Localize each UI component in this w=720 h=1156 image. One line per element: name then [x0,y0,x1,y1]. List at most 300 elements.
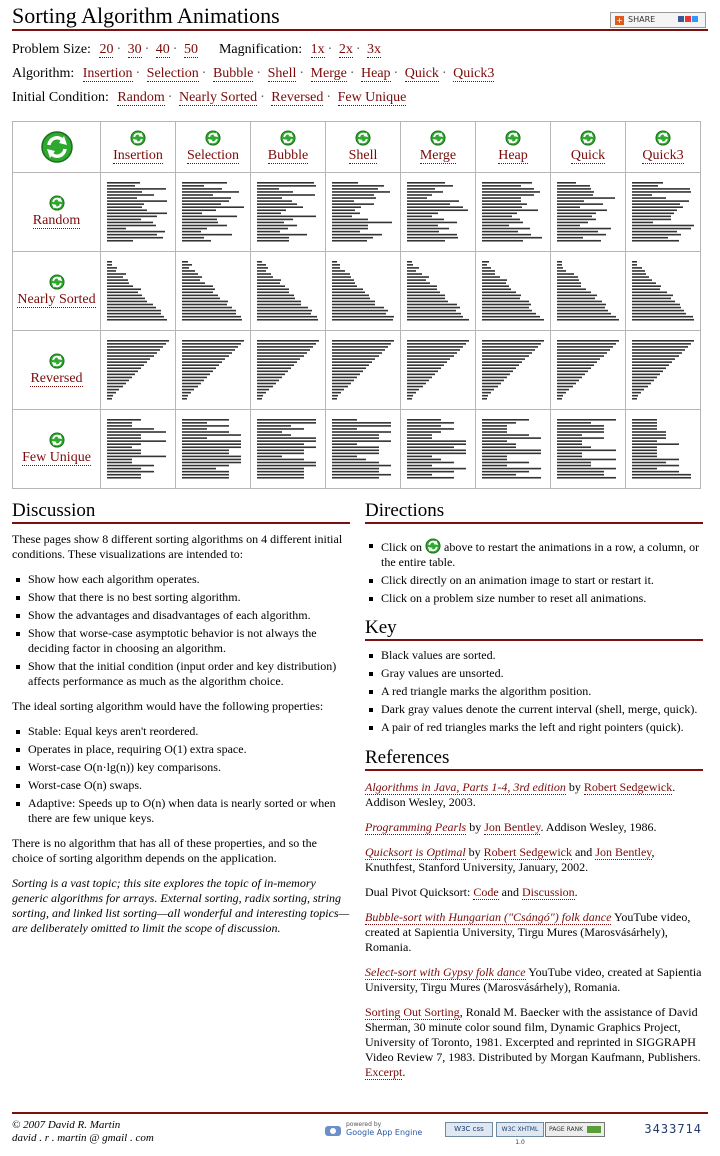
value-bar [632,431,666,433]
excerpt-link[interactable]: Excerpt [365,1065,403,1079]
value-bar [557,422,591,424]
value-bar [632,471,679,473]
value-bar [332,459,366,461]
value-bar [632,288,660,290]
column-label[interactable]: Heap [498,148,528,163]
value-bar [257,261,262,263]
value-bar [332,471,379,473]
author-link[interactable]: Robert Sedgewick [583,780,673,794]
value-bar [332,225,368,227]
value-bar [407,298,445,300]
animation-cell-random-quick3[interactable] [626,173,701,252]
magnification-link-3x[interactable]: 3x [367,42,381,57]
list-item [365,538,703,570]
value-bar [182,383,201,385]
value-bar [482,301,529,303]
column-header-merge[interactable] [401,122,476,173]
row-header-reversed[interactable] [13,331,101,410]
value-bar [182,203,221,205]
animation-cell-random-insertion[interactable] [101,173,176,252]
row-header-random[interactable] [13,173,101,252]
animation-cell-reversed-quick3[interactable] [626,331,701,410]
sort-animation-image[interactable] [632,417,694,481]
value-bar [632,428,657,430]
value-bar [632,182,663,184]
sort-animation-image[interactable] [182,180,244,244]
value-bar [407,367,441,369]
animation-cell-reversed-heap[interactable] [476,331,551,410]
value-bar [257,459,304,461]
animation-cell-nearly-sorted-bubble[interactable] [251,252,326,331]
value-bar [557,267,563,269]
algorithm-link-insertion[interactable]: Insertion [82,66,133,81]
restart-icon[interactable] [49,274,65,290]
value-bar [182,471,229,473]
animation-cell-few-unique-heap[interactable] [476,410,551,489]
restart-icon[interactable] [280,130,296,146]
value-bar [482,474,516,476]
value-bar [182,240,211,242]
value-bar [107,340,169,342]
value-bar [557,219,596,221]
value-bar [557,419,616,421]
animation-cell-reversed-selection[interactable] [176,331,251,410]
value-bar [257,425,291,427]
restart-icon[interactable] [430,130,446,146]
algorithm-link-quick[interactable]: Quick [404,66,439,81]
value-bar [632,261,637,263]
value-bar [557,304,606,306]
animation-cell-few-unique-bubble[interactable] [251,410,326,489]
value-bar [407,377,432,379]
value-bar [332,231,360,233]
restart-icon[interactable] [49,353,65,369]
value-bar [107,200,167,202]
sort-animation-image[interactable] [257,259,319,323]
value-bar [257,419,316,421]
sort-animation-image[interactable] [482,180,544,244]
value-bar [182,234,232,236]
sort-animation-image[interactable] [557,338,619,402]
author-link[interactable]: Robert Sedgewick [483,845,572,859]
reference-title-link[interactable]: Bubble-sort with Hungarian ("Csángó") folk dance [365,910,612,924]
value-bar [257,367,291,369]
sort-animation-image[interactable] [407,338,469,402]
reference-title-link[interactable]: Select-sort with Gypsy folk dance [365,965,526,979]
value-bar [332,219,368,221]
value-bar [482,225,509,227]
sort-animation-image[interactable] [482,259,544,323]
value-bar [182,456,241,458]
animation-cell-nearly-sorted-heap[interactable] [476,252,551,331]
column-header-bubble[interactable] [251,122,326,173]
value-bar [482,295,521,297]
value-bar [182,434,241,436]
list-item: A red triangle marks the algorithm position. [365,684,703,699]
value-bar [182,270,195,272]
algorithm-link-selection[interactable]: Selection [146,66,199,81]
restart-icon[interactable] [655,130,671,146]
sort-animation-image[interactable] [182,417,244,481]
animation-cell-few-unique-shell[interactable] [326,410,401,489]
animation-cell-random-merge[interactable] [401,173,476,252]
sort-animation-image[interactable] [257,417,319,481]
animation-cell-nearly-sorted-insertion[interactable] [101,252,176,331]
sort-animation-image[interactable] [482,338,544,402]
size-link-20[interactable]: 20 [99,42,114,57]
value-bar [407,386,423,388]
column-label[interactable]: Selection [186,148,240,163]
author-link[interactable]: Jon Bentley [595,845,652,859]
value-bar [482,313,536,315]
value-bar [407,434,432,436]
value-bar [557,431,604,433]
value-bar [332,425,391,427]
size-link-30[interactable]: 30 [127,42,142,57]
sort-animation-image[interactable] [332,259,394,323]
sort-animation-image[interactable] [332,417,394,481]
discussion-conclusion: There is no algorithm that has all of these properties, and so the choice of sorting algorithm depends on the application. [12,836,317,865]
value-bar [257,270,266,272]
column-header-quick[interactable] [551,122,626,173]
value-bar [257,389,269,391]
value-bar [407,225,438,227]
value-bar [632,228,691,230]
restart-all-icon[interactable] [40,130,74,164]
value-bar [407,313,461,315]
condition-link-random[interactable]: Random [117,90,165,105]
sort-animation-image[interactable] [407,259,469,323]
value-bar [332,273,350,275]
code-link[interactable]: Code [473,885,499,899]
sort-animation-image[interactable] [482,417,544,481]
value-bar [557,225,580,227]
value-bar [632,231,677,233]
references-body [365,780,703,1090]
column-header-shell[interactable] [326,122,401,173]
condition-link-nearly-sorted[interactable]: Nearly Sorted [178,90,258,105]
row-label[interactable]: Few Unique [22,450,91,465]
sort-animation-image[interactable] [557,417,619,481]
value-bar [107,440,166,442]
animation-cell-random-selection[interactable] [176,173,251,252]
value-bar [557,197,615,199]
list-item: Show the advantages and disadvantages of each algorithm. [12,608,350,623]
sort-animation-image[interactable] [632,180,694,244]
sort-animation-image[interactable] [107,259,169,323]
column-header-heap[interactable] [476,122,551,173]
value-bar [257,185,316,187]
value-bar [107,355,154,357]
value-bar [332,203,374,205]
animation-cell-nearly-sorted-quick[interactable] [551,252,626,331]
value-bar [107,182,140,184]
animation-cell-reversed-bubble[interactable] [251,331,326,410]
value-bar [257,340,319,342]
value-bar [107,474,141,476]
value-bar [182,446,241,448]
value-bar [482,307,529,309]
app-engine-badge[interactable] [324,1120,423,1142]
w3c-css-badge[interactable]: W3C css [445,1122,493,1137]
value-bar [182,188,222,190]
restart-icon[interactable] [49,432,65,448]
animation-cell-reversed-insertion[interactable] [101,331,176,410]
value-bar [332,355,379,357]
animation-cell-reversed-quick[interactable] [551,331,626,410]
value-bar [557,209,607,211]
value-bar [482,456,507,458]
animation-cell-few-unique-quick3[interactable] [626,410,701,489]
sort-animation-image[interactable] [632,259,694,323]
value-bar [182,343,241,345]
value-bar [407,237,458,239]
value-bar [107,364,144,366]
animation-cell-nearly-sorted-selection[interactable] [176,252,251,331]
value-bar [182,419,229,421]
value-bar [182,440,241,442]
sort-animation-image[interactable] [407,417,469,481]
value-bar [557,288,586,290]
value-bar [557,292,591,294]
value-bar [482,185,521,187]
value-bar [107,352,157,354]
value-bar [557,282,581,284]
value-bar [407,395,413,397]
restart-icon[interactable] [49,195,65,211]
value-bar [107,431,166,433]
value-bar [407,459,441,461]
value-bar [332,310,388,312]
restart-all-cell[interactable] [13,122,101,173]
size-link-40[interactable]: 40 [155,42,170,57]
value-bar [182,261,188,263]
value-bar [257,237,289,239]
list-item: Worst-case O(n) swaps. [12,778,350,793]
restart-icon[interactable] [205,130,221,146]
value-bar [632,355,679,357]
value-bar [482,462,529,464]
animation-cell-few-unique-insertion[interactable] [101,410,176,489]
value-bar [407,234,457,236]
value-bar [557,298,595,300]
row-header-nearly-sorted[interactable] [13,252,101,331]
value-bar [332,240,367,242]
sort-animation-image[interactable] [107,338,169,402]
value-bar [332,440,391,442]
animation-cell-random-bubble[interactable] [251,173,326,252]
value-bar [182,194,213,196]
value-bar [257,282,280,284]
value-bar [107,197,137,199]
size-link-50[interactable]: 50 [183,42,198,57]
value-bar [557,443,582,445]
magnification-link-1x[interactable]: 1x [310,42,325,57]
value-bar [557,285,581,287]
condition-link-few-unique[interactable]: Few Unique [337,90,407,105]
value-bar [557,395,563,397]
value-bar [182,237,204,239]
value-bar [182,374,210,376]
value-bar [632,446,657,448]
algorithm-link-bubble[interactable]: Bubble [212,66,254,81]
value-bar [407,468,466,470]
animation-cell-random-heap[interactable] [476,173,551,252]
animation-cell-reversed-merge[interactable] [401,331,476,410]
value-bar [107,358,150,360]
value-bar [407,374,435,376]
sort-animation-image[interactable] [182,259,244,323]
sort-animation-image[interactable] [557,180,619,244]
column-label[interactable]: Quick3 [642,148,684,163]
value-bar [182,267,189,269]
restart-icon[interactable] [580,130,596,146]
sort-animation-image[interactable] [107,417,169,481]
value-bar [557,358,600,360]
discussion-link[interactable]: Discussion [522,885,575,899]
column-header-insertion[interactable] [101,122,176,173]
reference-text: and [501,885,519,899]
value-bar [482,398,487,400]
value-bar [182,367,216,369]
value-bar [107,240,133,242]
sort-animation-image[interactable] [332,180,394,244]
value-bar [557,437,604,439]
value-bar [257,395,263,397]
directions-list [365,538,703,606]
sort-animation-image[interactable] [257,180,319,244]
value-bar [257,386,273,388]
value-bar [407,425,441,427]
value-bar [557,206,580,208]
column-header-quick3[interactable] [626,122,701,173]
row-label[interactable]: Nearly Sorted [17,292,96,307]
value-bar [332,389,344,391]
value-bar [107,307,156,309]
key-heading: Key [365,617,703,641]
sort-animation-image[interactable] [257,338,319,402]
row-label[interactable]: Random [32,213,81,228]
animation-cell-random-shell[interactable] [326,173,401,252]
value-bar [182,206,244,208]
value-bar [182,307,232,309]
column-label[interactable]: Merge [419,148,457,163]
sort-animation-image[interactable] [332,338,394,402]
value-bar [482,304,531,306]
value-bar [257,383,276,385]
value-bar [332,298,370,300]
sort-animation-image[interactable] [407,180,469,244]
value-bar [557,301,602,303]
animation-cell-random-quick[interactable] [551,173,626,252]
column-label[interactable]: Bubble [267,148,309,163]
value-bar [632,319,694,321]
value-bar [332,383,351,385]
app-engine-icon [324,1123,342,1139]
sort-animation-image[interactable] [182,338,244,402]
value-bar [332,437,379,439]
animation-cell-few-unique-selection[interactable] [176,410,251,489]
magnification-link-2x[interactable]: 2x [338,42,353,57]
value-bar [632,292,667,294]
restart-icon[interactable] [505,130,521,146]
reference-title-link[interactable]: Sorting Out Sorting [365,1005,460,1019]
sort-animation-image[interactable] [557,259,619,323]
sort-animation-image[interactable] [632,338,694,402]
page-footer [12,1112,708,1152]
share-button[interactable] [610,12,706,28]
value-bar [557,237,583,239]
animation-cell-few-unique-quick[interactable] [551,410,626,489]
animation-cell-reversed-shell[interactable] [326,331,401,410]
list-item: Worst-case O(n·lg(n)) key comparisons. [12,760,350,775]
value-bar [182,282,205,284]
value-bar [557,434,582,436]
reference-title-link[interactable]: Quicksort is Optimal [365,845,466,859]
animation-cell-nearly-sorted-shell[interactable] [326,252,401,331]
condition-link-reversed[interactable]: Reversed [271,90,324,105]
value-bar [482,206,522,208]
algorithm-link-merge[interactable]: Merge [310,66,347,81]
value-bar [632,340,694,342]
value-bar [107,203,144,205]
animation-cell-nearly-sorted-merge[interactable] [401,252,476,331]
app-engine-bottom: Google App Engine [346,1128,423,1137]
column-label[interactable]: Quick [570,148,606,163]
algorithm-link-quick3[interactable]: Quick3 [453,66,495,81]
column-label[interactable]: Shell [348,148,378,163]
reference-title-link[interactable]: Programming Pearls [365,820,467,834]
value-bar [557,364,594,366]
value-bar [557,392,566,394]
restart-icon[interactable] [355,130,371,146]
algorithm-link-heap[interactable]: Heap [361,66,391,81]
value-bar [257,213,281,215]
column-header-selection[interactable] [176,122,251,173]
animation-cell-few-unique-merge[interactable] [401,410,476,489]
author-link[interactable]: Jon Bentley [484,820,541,834]
w3c-xhtml-badge[interactable]: W3C XHTML 1.0 [496,1122,544,1137]
value-bar [182,319,242,321]
animation-cell-nearly-sorted-quick3[interactable] [626,252,701,331]
value-bar [332,270,345,272]
value-bar [182,453,229,455]
value-bar [482,203,527,205]
value-bar [182,209,216,211]
value-bar [407,288,437,290]
value-bar [482,380,504,382]
value-bar [107,209,147,211]
restart-icon[interactable] [130,130,146,146]
value-bar [332,276,351,278]
pagerank-badge[interactable] [545,1122,605,1137]
value-bar [332,209,355,211]
sort-animation-image[interactable] [107,180,169,244]
value-bar [557,319,619,321]
value-bar [407,428,454,430]
column-label[interactable]: Insertion [113,148,163,163]
algorithm-link-shell[interactable]: Shell [267,66,297,81]
row-label[interactable]: Reversed [30,371,83,386]
value-bar [557,231,598,233]
value-bar [107,465,154,467]
reference-title-link[interactable]: Algorithms in Java, Parts 1-4, 3rd edition [365,780,566,794]
value-bar [482,292,516,294]
value-bar [632,380,654,382]
row-header-few-unique[interactable] [13,410,101,489]
value-bar [107,428,154,430]
value-bar [407,364,444,366]
